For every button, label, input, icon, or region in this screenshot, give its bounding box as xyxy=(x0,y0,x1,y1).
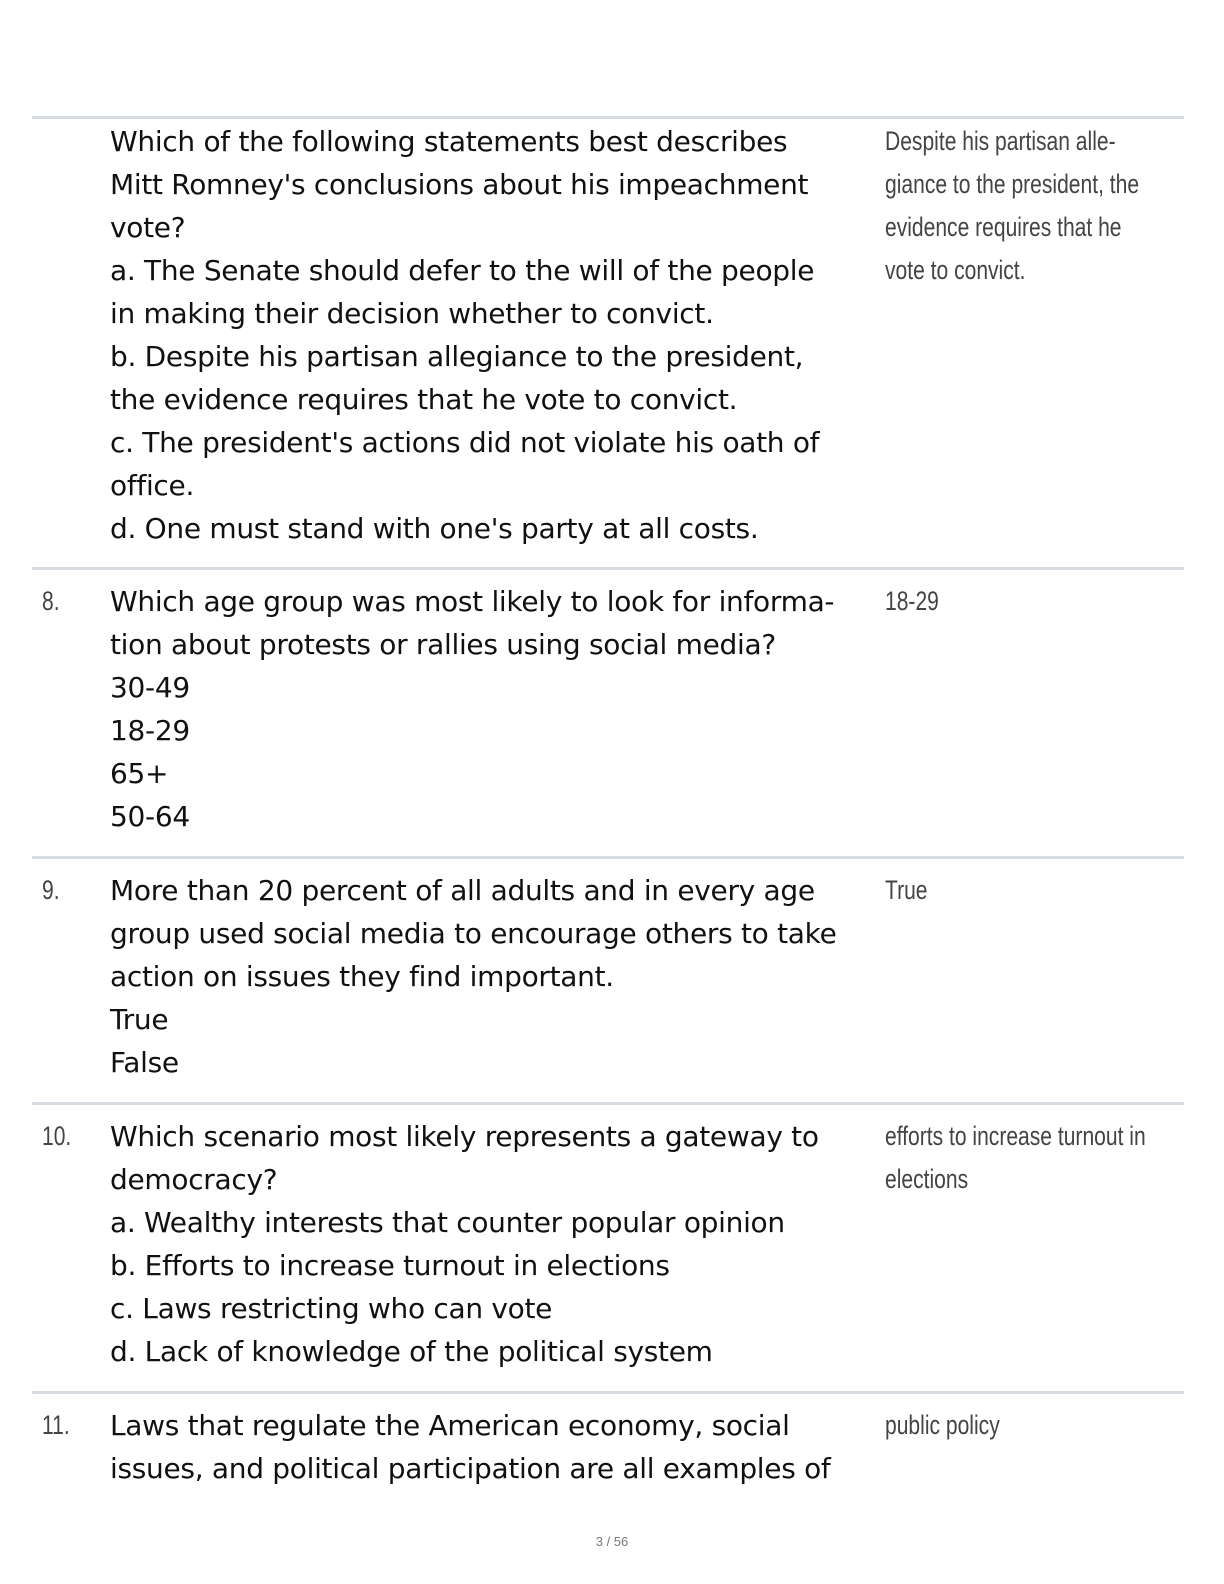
question-line: vote? xyxy=(110,211,186,244)
answer-text xyxy=(885,1115,1215,1201)
question-line: True xyxy=(110,1003,169,1036)
divider xyxy=(32,116,1184,119)
question-line: Mitt Romney's conclusions about his impeachment xyxy=(110,168,809,201)
question-line: Which age group was most likely to look for informa- xyxy=(110,585,835,618)
question-line: 50-64 xyxy=(110,800,190,833)
question-text xyxy=(110,1115,880,1373)
question-line: b. Efforts to increase turnout in elections xyxy=(110,1249,670,1282)
question-line: False xyxy=(110,1046,179,1079)
question-line: in making their decision whether to convict. xyxy=(110,297,714,330)
answer-line: 18-29 xyxy=(885,586,939,616)
question-line: 65+ xyxy=(110,757,169,790)
answer-line: vote to convict. xyxy=(885,255,1026,285)
question-line: group used social media to encourage others to take xyxy=(110,917,837,950)
question-line: a. The Senate should defer to the will of the people xyxy=(110,254,815,287)
question-line: More than 20 percent of all adults and in every age xyxy=(110,874,815,907)
page-indicator: 3 / 56 xyxy=(595,1534,629,1549)
question-line: democracy? xyxy=(110,1163,278,1196)
question-number: 11. xyxy=(42,1410,70,1440)
question-line: Laws that regulate the American economy, social xyxy=(110,1409,790,1442)
divider xyxy=(32,1391,1184,1394)
divider xyxy=(32,567,1184,570)
answer-text xyxy=(885,1404,1215,1447)
question-line: tion about protests or rallies using social media? xyxy=(110,628,776,661)
answer-line: evidence requires that he xyxy=(885,212,1122,242)
question-line: c. The president's actions did not violate his oath of xyxy=(110,426,820,459)
question-line: office. xyxy=(110,469,195,502)
question-number: 8. xyxy=(42,586,60,616)
answer-line: Despite his partisan alle- xyxy=(885,126,1116,156)
question-line: action on issues they find important. xyxy=(110,960,614,993)
divider xyxy=(32,1102,1184,1105)
question-line: d. Lack of knowledge of the political system xyxy=(110,1335,713,1368)
question-text xyxy=(110,1404,880,1490)
answer-line: public policy xyxy=(885,1410,1000,1440)
question-line: the evidence requires that he vote to convict. xyxy=(110,383,738,416)
question-line: Which scenario most likely represents a gateway to xyxy=(110,1120,819,1153)
question-line: b. Despite his partisan allegiance to the president, xyxy=(110,340,804,373)
answer-line: giance to the president, the xyxy=(885,169,1140,199)
question-line: 18-29 xyxy=(110,714,190,747)
answer-text xyxy=(885,120,1215,292)
question-text xyxy=(110,120,880,550)
question-number: 10. xyxy=(42,1121,72,1151)
answer-line: elections xyxy=(885,1164,969,1194)
question-line: d. One must stand with one's party at all costs. xyxy=(110,512,759,545)
question-text xyxy=(110,869,880,1084)
question-line: issues, and political participation are all examples of xyxy=(110,1452,831,1485)
answer-line: True xyxy=(885,875,928,905)
question-line: c. Laws restricting who can vote xyxy=(110,1292,553,1325)
answer-line: efforts to increase turnout in xyxy=(885,1121,1146,1151)
answer-text xyxy=(885,869,1215,912)
divider xyxy=(32,856,1184,859)
question-text xyxy=(110,580,880,838)
question-number: 9. xyxy=(42,875,60,905)
answer-text xyxy=(885,580,1215,623)
question-line: 30-49 xyxy=(110,671,190,704)
question-line: Which of the following statements best describes xyxy=(110,125,788,158)
question-line: a. Wealthy interests that counter popular opinion xyxy=(110,1206,785,1239)
